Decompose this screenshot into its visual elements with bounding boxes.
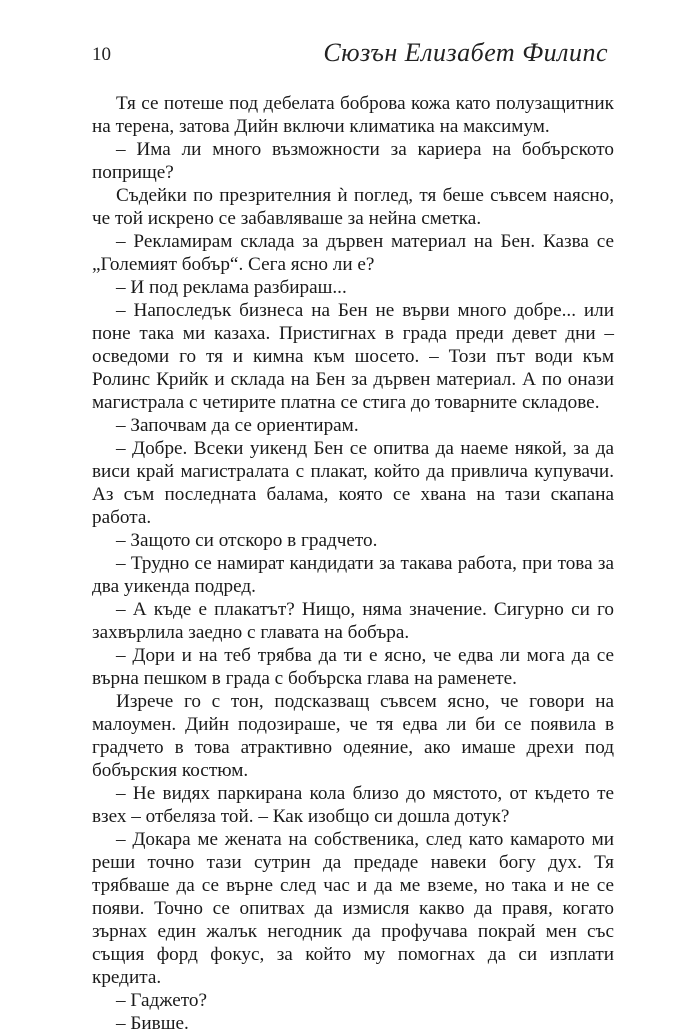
paragraph: – Напоследък бизнеса на Бен не върви много добре... или поне така ми казаха. Пристигнах в града преди девет дни – осведоми го тя и кимна към шосето. – Този път води към Ролинс Крийк и склада на Бен за дървен материал. А по онази магистрала с четирите платна се стига до товарните складове.: [92, 300, 614, 413]
paragraph: Съдейки по презрителния ѝ поглед, тя беше съвсем наясно, че той искрено се забавляваше за нейна сметка.: [92, 185, 614, 229]
paragraph: – Докара ме жената на собственика, след като камарото ми реши точно тази сутрин да предаде навеки богу дух. Тя трябваше да се върне след час и да ме вземе, но така и не се появи. Точно се опитвах да измисля какво да правя, когато зърнах един жалък негодник да профучава покрай мен със същия форд фокус, за който му помогнах да си изплати кредита.: [92, 829, 614, 988]
page-number: 10: [92, 44, 111, 65]
page-header: [92, 38, 608, 78]
paragraph: Тя се потеше под дебелата боброва кожа като полузащитник на терена, затова Дийн включи климатика на максимум.: [92, 93, 614, 137]
paragraph: – Трудно се намират кандидати за такава работа, при това за два уикенда подред.: [92, 553, 614, 597]
paragraph: – Гаджето?: [116, 990, 208, 1011]
body-text: [92, 92, 614, 1035]
paragraph: – Бивше.: [116, 1013, 189, 1034]
paragraph: – И под реклама разбираш...: [116, 277, 347, 298]
paragraph: – Започвам да се ориентирам.: [116, 415, 359, 436]
paragraph: – Добре. Всеки уикенд Бен се опитва да наеме някой, за да виси край магистралата с плакат, който да привлича купувачи. Аз съм последната балама, която се хвана на тази скапана работа.: [92, 438, 614, 528]
paragraph: – Не видях паркирана кола близо до мястото, от където те взех – отбеляза той. – Как изобщо си дошла дотук?: [92, 783, 614, 827]
paragraph: Изрече го с тон, подсказващ съвсем ясно, че говори на малоумен. Дийн подозираше, че тя едва ли би се появила в градчето в това атрактивно одеяние, ако имаше дрехи под бобърския костюм.: [92, 691, 614, 781]
paragraph: – Защото си отскоро в градчето.: [116, 530, 378, 551]
paragraph: – А къде е плакатът? Нищо, няма значение. Сигурно си го захвърлила заедно с главата на бобъра.: [92, 599, 614, 643]
paragraph: – Има ли много възможности за кариера на бобърското поприще?: [92, 139, 614, 183]
running-head: Сюзън Елизабет Филипс: [323, 38, 608, 67]
paragraph: – Рекламирам склада за дървен материал на Бен. Казва се „Големият бобър“. Сега ясно ли е?: [92, 231, 614, 275]
paragraph: – Дори и на теб трябва да ти е ясно, че едва ли мога да се върна пешком в града с бобърска глава на раменете.: [92, 645, 614, 689]
